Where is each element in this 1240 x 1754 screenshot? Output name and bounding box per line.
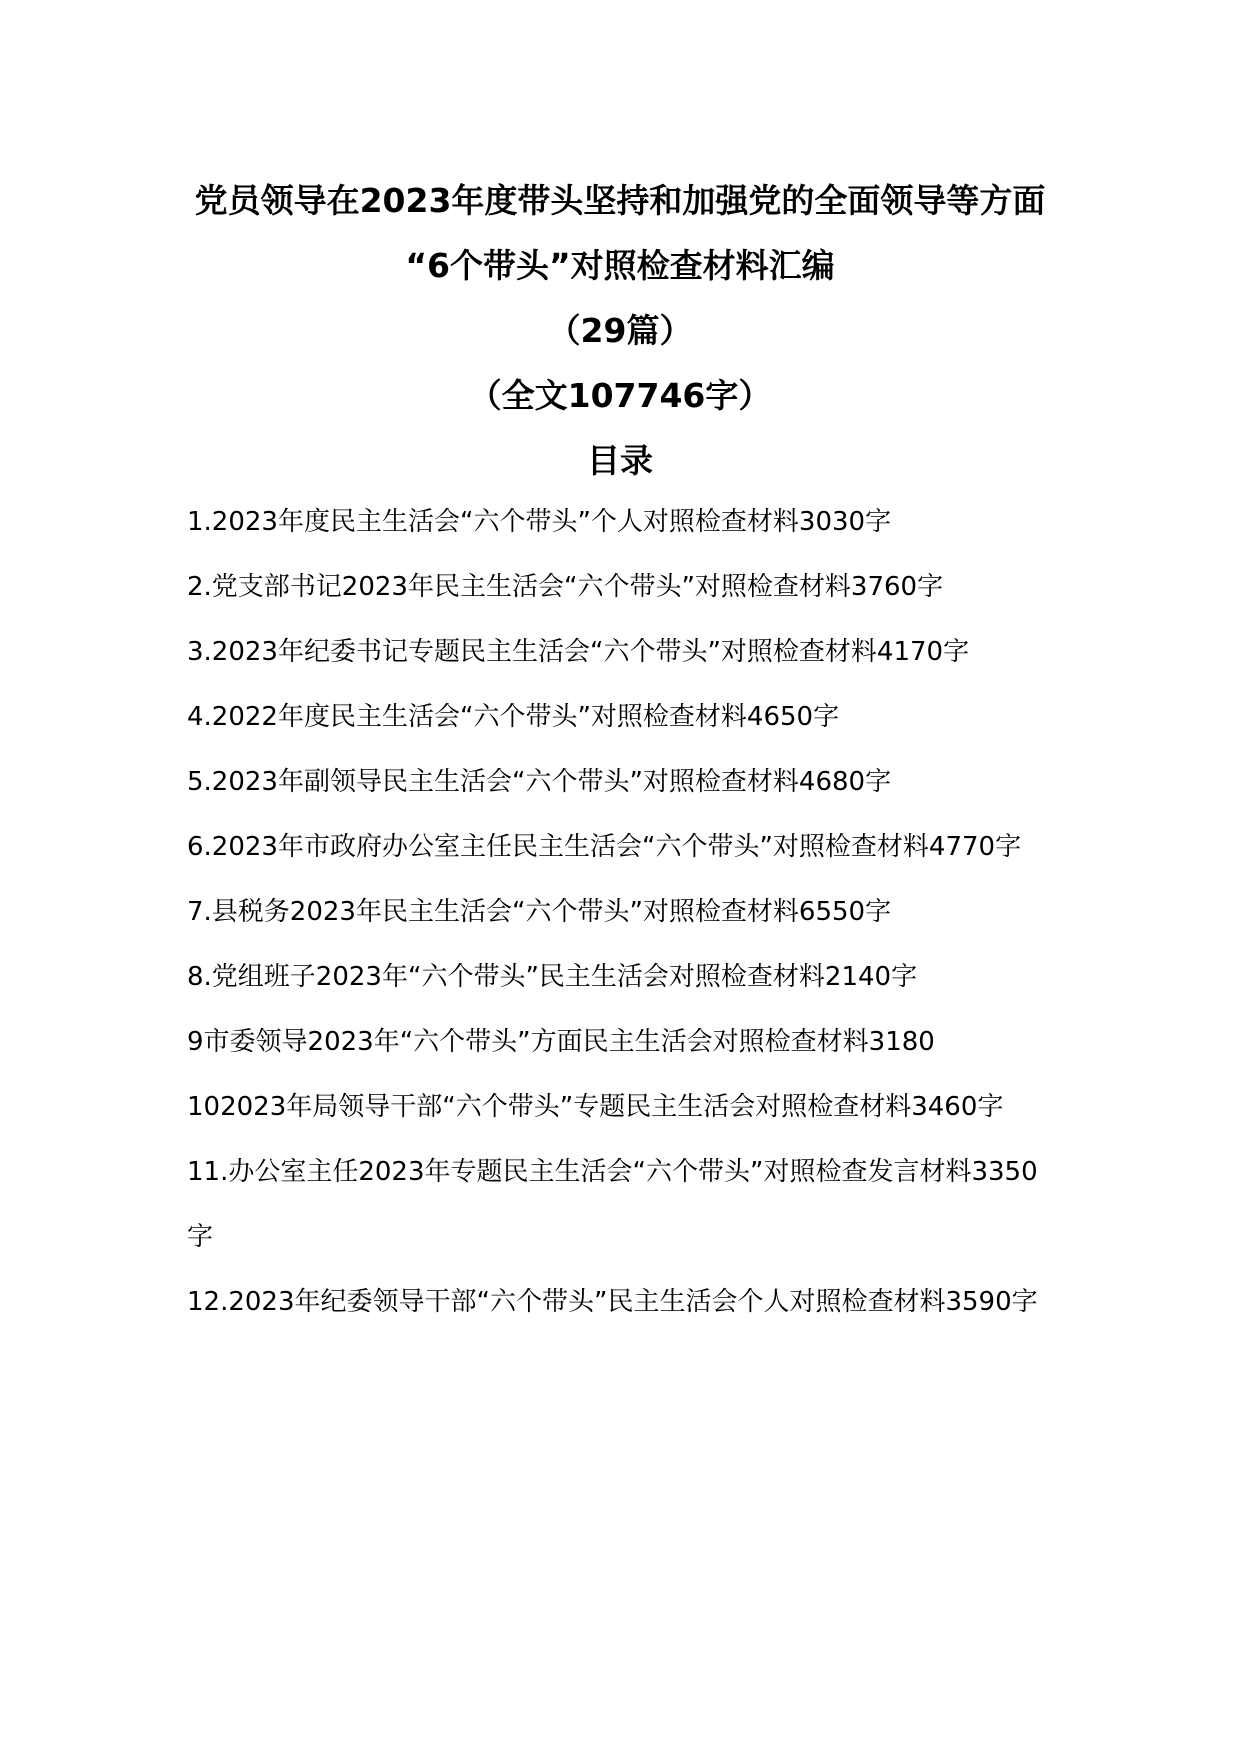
title-block xyxy=(150,168,1090,493)
toc-heading: 目录 xyxy=(587,441,653,480)
toc-item-11[interactable]: 11.办公室主任2023年专题民主生活会“六个带头”对照检查发言材料3350字 xyxy=(187,1157,1038,1252)
toc-item-8[interactable]: 8.党组班子2023年“六个带头”民主生活会对照检查材料2140字 xyxy=(187,962,918,992)
table-of-contents xyxy=(187,490,1057,1335)
toc-item-2[interactable]: 2.党支部书记2023年民主生活会“六个带头”对照检查材料3760字 xyxy=(187,572,944,602)
article-count: （29篇） xyxy=(547,311,693,350)
word-count: （全文107746字） xyxy=(468,376,772,415)
toc-item-1[interactable]: 1.2023年度民主生活会“六个带头”个人对照检查材料3030字 xyxy=(187,507,892,537)
toc-item-3[interactable]: 3.2023年纪委书记专题民主生活会“六个带头”对照检查材料4170字 xyxy=(187,637,970,667)
toc-item-4[interactable]: 4.2022年度民主生活会“六个带头”对照检查材料4650字 xyxy=(187,702,840,732)
toc-item-12[interactable]: 12.2023年纪委领导干部“六个带头”民主生活会个人对照检查材料3590字 xyxy=(187,1287,1038,1317)
document-title-line-1: 党员领导在2023年度带头坚持和加强党的全面领导等方面 xyxy=(194,181,1046,220)
toc-item-9[interactable]: 9市委领导2023年“六个带头”方面民主生活会对照检查材料3180 xyxy=(187,1027,935,1057)
toc-item-7[interactable]: 7.县税务2023年民主生活会“六个带头”对照检查材料6550字 xyxy=(187,897,892,927)
toc-item-6[interactable]: 6.2023年市政府办公室主任民主生活会“六个带头”对照检查材料4770字 xyxy=(187,832,1022,862)
toc-item-5[interactable]: 5.2023年副领导民主生活会“六个带头”对照检查材料4680字 xyxy=(187,767,892,797)
toc-item-10[interactable]: 102023年局领导干部“六个带头”专题民主生活会对照检查材料3460字 xyxy=(187,1092,1004,1122)
document-title-line-2: “6个带头”对照检查材料汇编 xyxy=(405,246,835,285)
